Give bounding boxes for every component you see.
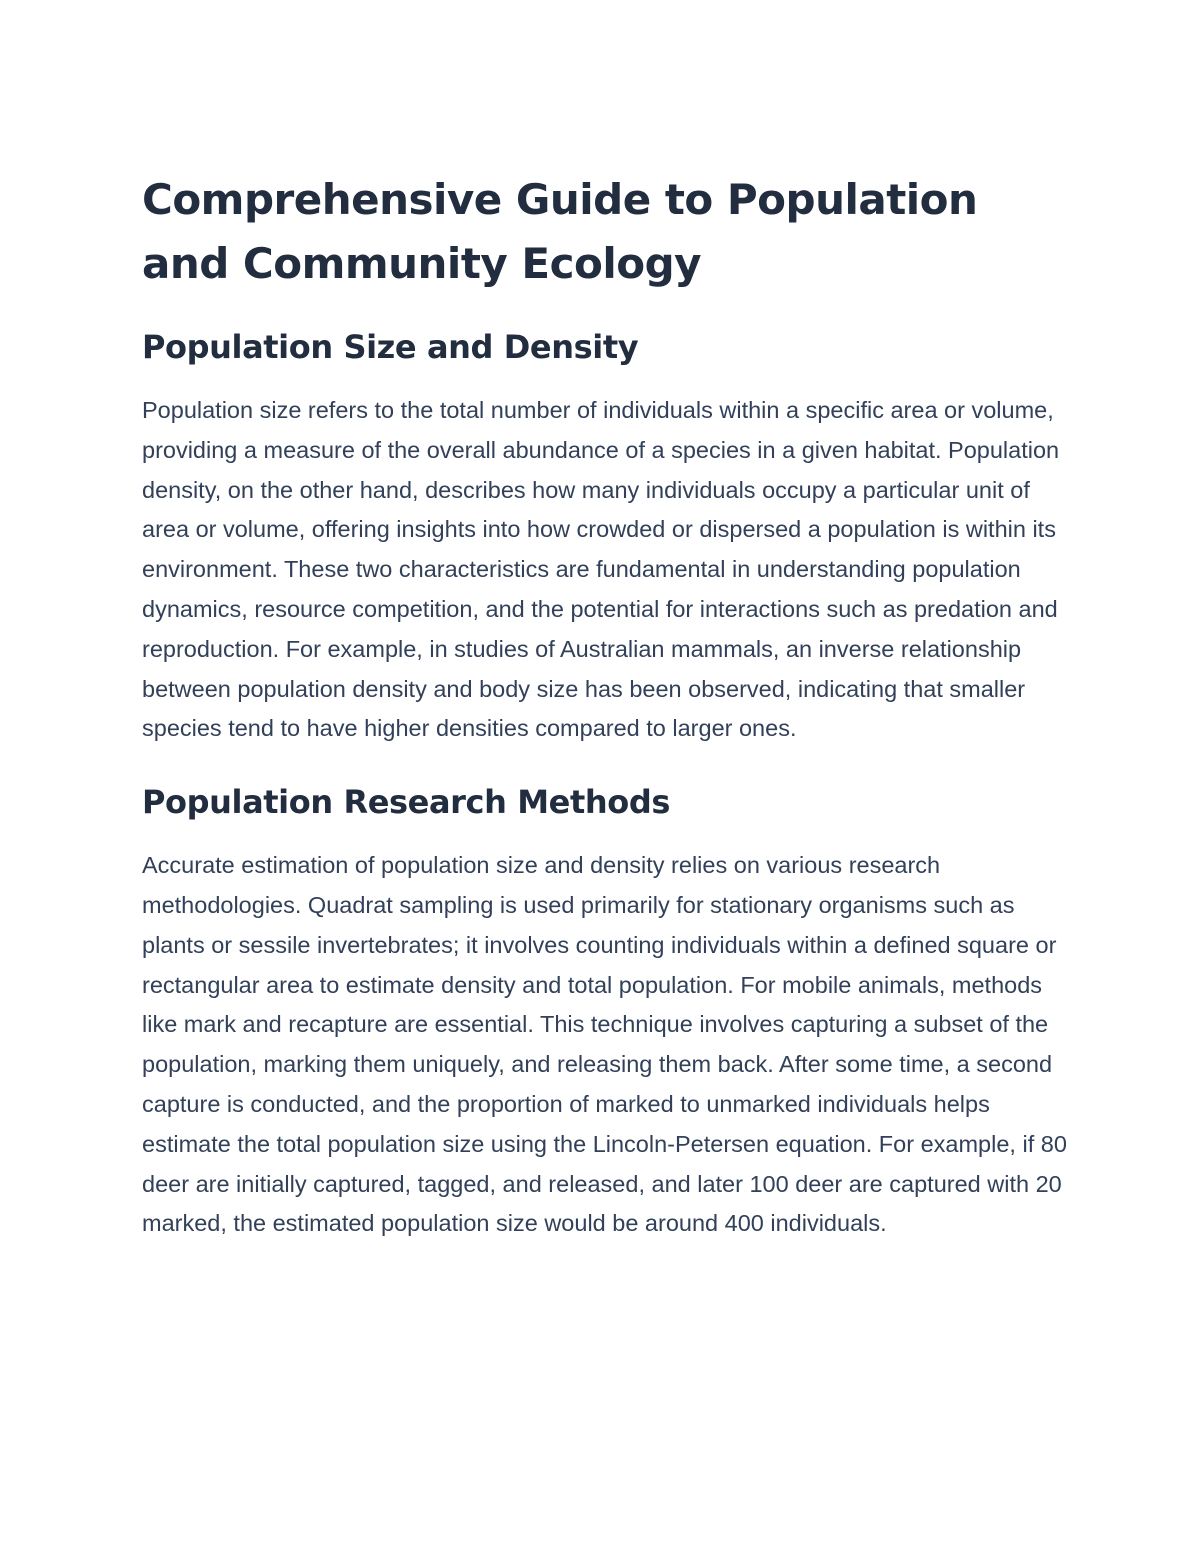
section-population-research-methods	[142, 780, 1067, 1244]
section-paragraph: Population size refers to the total number of individuals within a specific area or volume, providing a measure of the overall abundance of a species in a given habitat. Population density, on the other hand, describes how many individuals occupy a particular unit of area or volume, offering insights into how crowded or dispersed a population is within its environment. These two characteristics are fundamental in understanding population dynamics, resource competition, and the potential for interactions such as predation and reproduction. For example, in studies of Australian mammals, an inverse relationship between population density and body size has been observed, indicating that smaller species tend to have higher densities compared to larger ones.	[142, 397, 1060, 742]
section-paragraph: Accurate estimation of population size and density relies on various research methodologies. Quadrat sampling is used primarily for stationary organisms such as plants or sessile invertebrates; it involves counting individuals within a defined square or rectangular area to estimate density and total population. For mobile animals, methods like mark and recapture are essential. This technique involves capturing a subset of the population, marking them uniquely, and releasing them back. After some time, a second capture is conducted, and the proportion of marked to unmarked individuals helps estimate the total population size using the Lincoln-Petersen equation. For example, if 80 deer are initially captured, tagged, and released, and later 100 deer are captured with 20 marked, the estimated population size would be around 400 individuals.	[142, 852, 1067, 1237]
section-population-size-density	[142, 325, 1067, 749]
page-title: Comprehensive Guide to Population and Community Ecology	[142, 175, 978, 288]
section-heading: Population Research Methods	[142, 783, 670, 822]
section-heading: Population Size and Density	[142, 328, 639, 366]
document-content	[142, 168, 1067, 1244]
